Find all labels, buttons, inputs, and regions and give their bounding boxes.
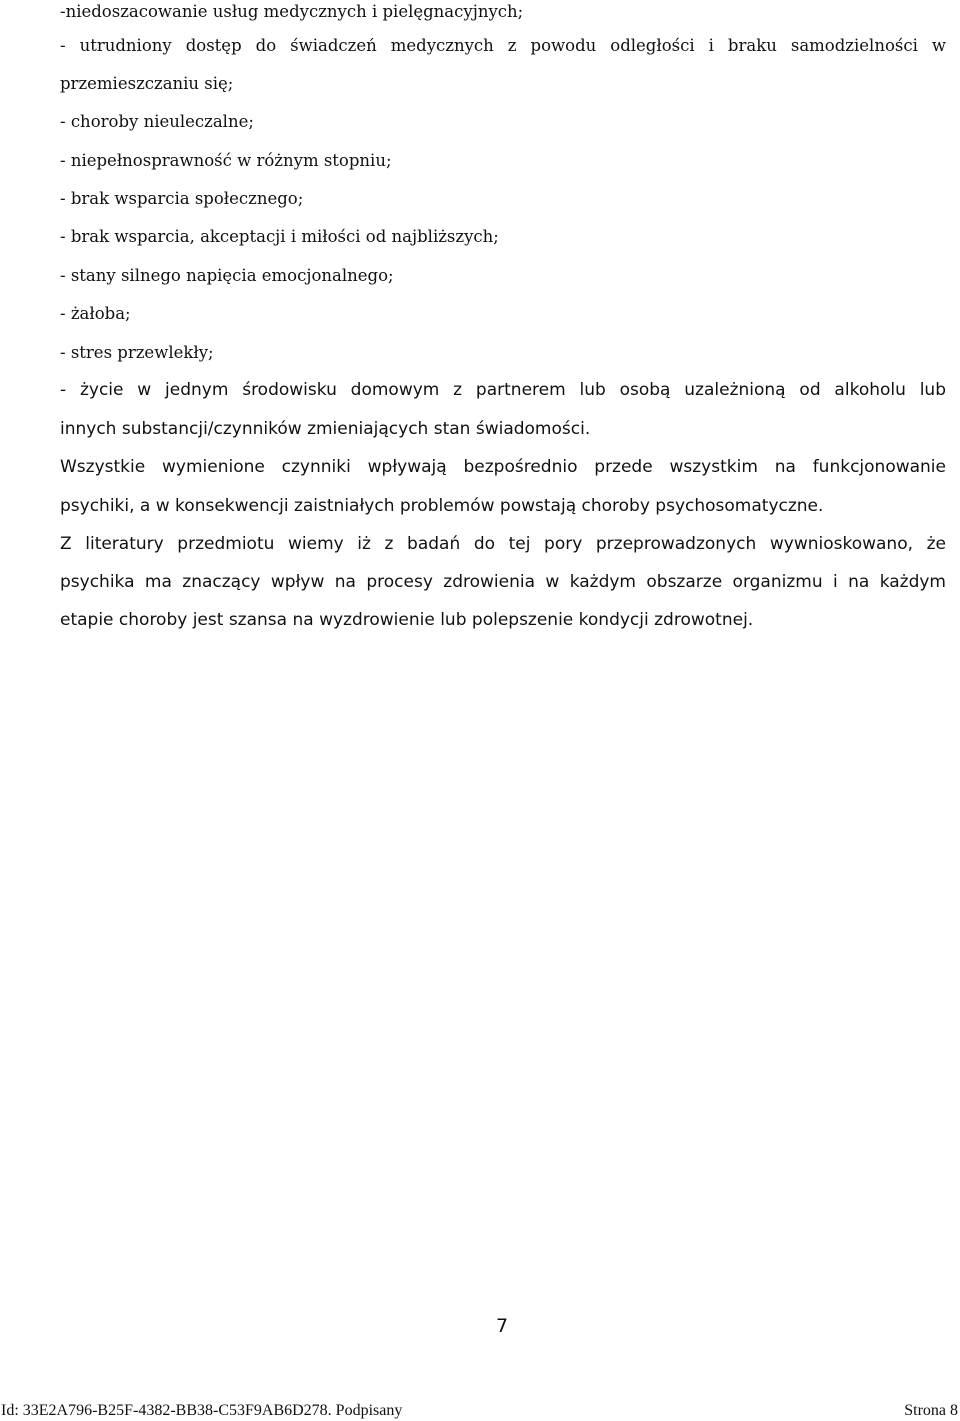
text-line-6: - brak wsparcia społecznego; [60,189,304,208]
text-line-10: - stres przewlekły; [60,343,214,362]
text-line-8: - stany silnego napięcia emocjonalnego; [60,266,394,285]
text-line-5: - niepełnosprawność w różnym stopniu; [60,151,392,170]
page-number: 7 [496,1315,509,1337]
text-line-1: -niedoszacowanie usług medycznych i pielęgnacyjnych; [60,2,524,21]
text-line-15: Z literatury przedmiotu wiemy iż z badań do tej pory przeprowadzonych wywnioskowano, że [60,534,946,554]
text-line-7: - brak wsparcia, akceptacji i miłości od najbliższych; [60,227,499,246]
text-line-13: Wszystkie wymienione czynniki wpływają bezpośrednio przede wszystkim na funkcjonowanie [60,457,946,477]
text-line-11: - życie w jednym środowisku domowym z partnerem lub osobą uzależnioną od alkoholu lub [60,380,946,400]
text-line-14: psychiki, a w konsekwencji zaistniałych problemów powstają choroby psychosomatyczne. [60,496,824,516]
text-line-4: - choroby nieuleczalne; [60,112,254,131]
footer-document-id: Id: 33E2A796-B25F-4382-BB38-C53F9AB6D278. Podpisany [1,1402,403,1419]
text-line-3: przemieszczaniu się; [60,74,234,93]
text-line-12: innych substancji/czynników zmieniających stan świadomości. [60,419,591,439]
text-line-16: psychika ma znaczący wpływ na procesy zdrowienia w każdym obszarze organizmu i na każdym [60,572,946,592]
text-line-9: - żałoba; [60,304,131,323]
footer-page-label: Strona 8 [904,1402,958,1419]
text-line-17: etapie choroby jest szansa na wyzdrowienie lub polepszenie kondycji zdrowotnej. [60,610,754,630]
text-line-2: - utrudniony dostęp do świadczeń medycznych z powodu odległości i braku samodzielności w [60,36,946,55]
